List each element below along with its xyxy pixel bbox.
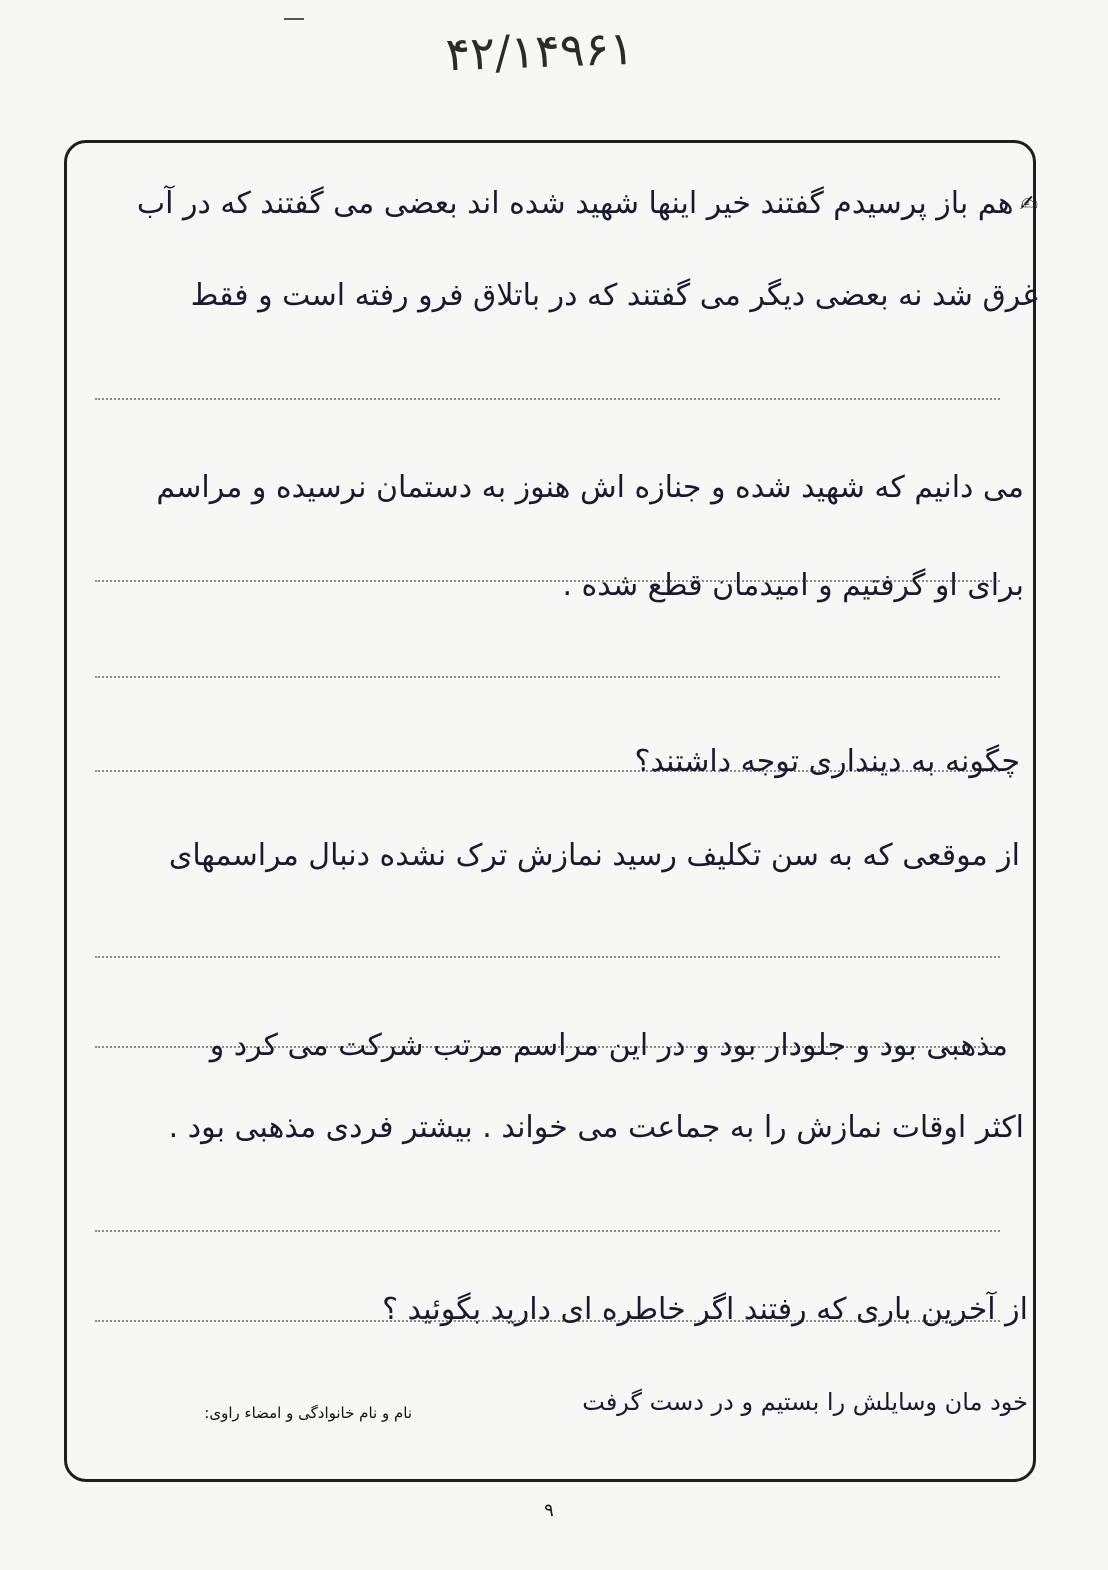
ruled-line	[95, 1230, 1000, 1232]
handwritten-question: از آخرین باری که رفتند اگر خاطره ای دارید بگوئید ؟	[382, 1292, 1028, 1327]
pencil-icon: ✍	[1019, 192, 1038, 217]
ruled-line	[95, 398, 1000, 400]
handwritten-question: چگونه به دینداری توجه داشتند؟	[634, 744, 1020, 779]
top-mark	[284, 18, 304, 20]
signature-label: نام و نام خانوادگی و امضاء راوی:	[204, 1404, 412, 1422]
handwritten-line: از موقعی که به سن تکلیف رسید نمازش ترک نشده دنبال مراسمهای	[168, 838, 1020, 873]
handwritten-line: غرق شد نه بعضی دیگر می گفتند که در باتلاق فرو رفته است و فقط	[190, 278, 1038, 313]
ruled-line	[95, 956, 1000, 958]
handwritten-line: اکثر اوقات نمازش را به جماعت می خواند . بیشتر فردی مذهبی بود .	[168, 1110, 1024, 1145]
page-frame	[64, 140, 1036, 1482]
document-number: ۴۲/۱۴۹۶۱	[444, 20, 635, 82]
ruled-line	[95, 676, 1000, 678]
handwritten-line	[0, 186, 1108, 221]
handwritten-line: مذهبی بود و جلودار بود و در این مراسم مرتب شرکت می کرد و	[209, 1028, 1008, 1063]
handwritten-line-text: هم باز پرسیدم گفتند خیر اینها شهید شده اند بعضی می گفتند که در آب	[136, 186, 1014, 221]
handwritten-line: می دانیم که شهید شده و جنازه اش هنوز به دستمان نرسیده و مراسم	[156, 470, 1024, 505]
handwritten-line: برای او گرفتیم و امیدمان قطع شده .	[562, 568, 1024, 603]
handwritten-line: خود مان وسایلش را بستیم و در دست گرفت	[582, 1388, 1028, 1416]
page-number: ۹	[544, 1500, 554, 1521]
